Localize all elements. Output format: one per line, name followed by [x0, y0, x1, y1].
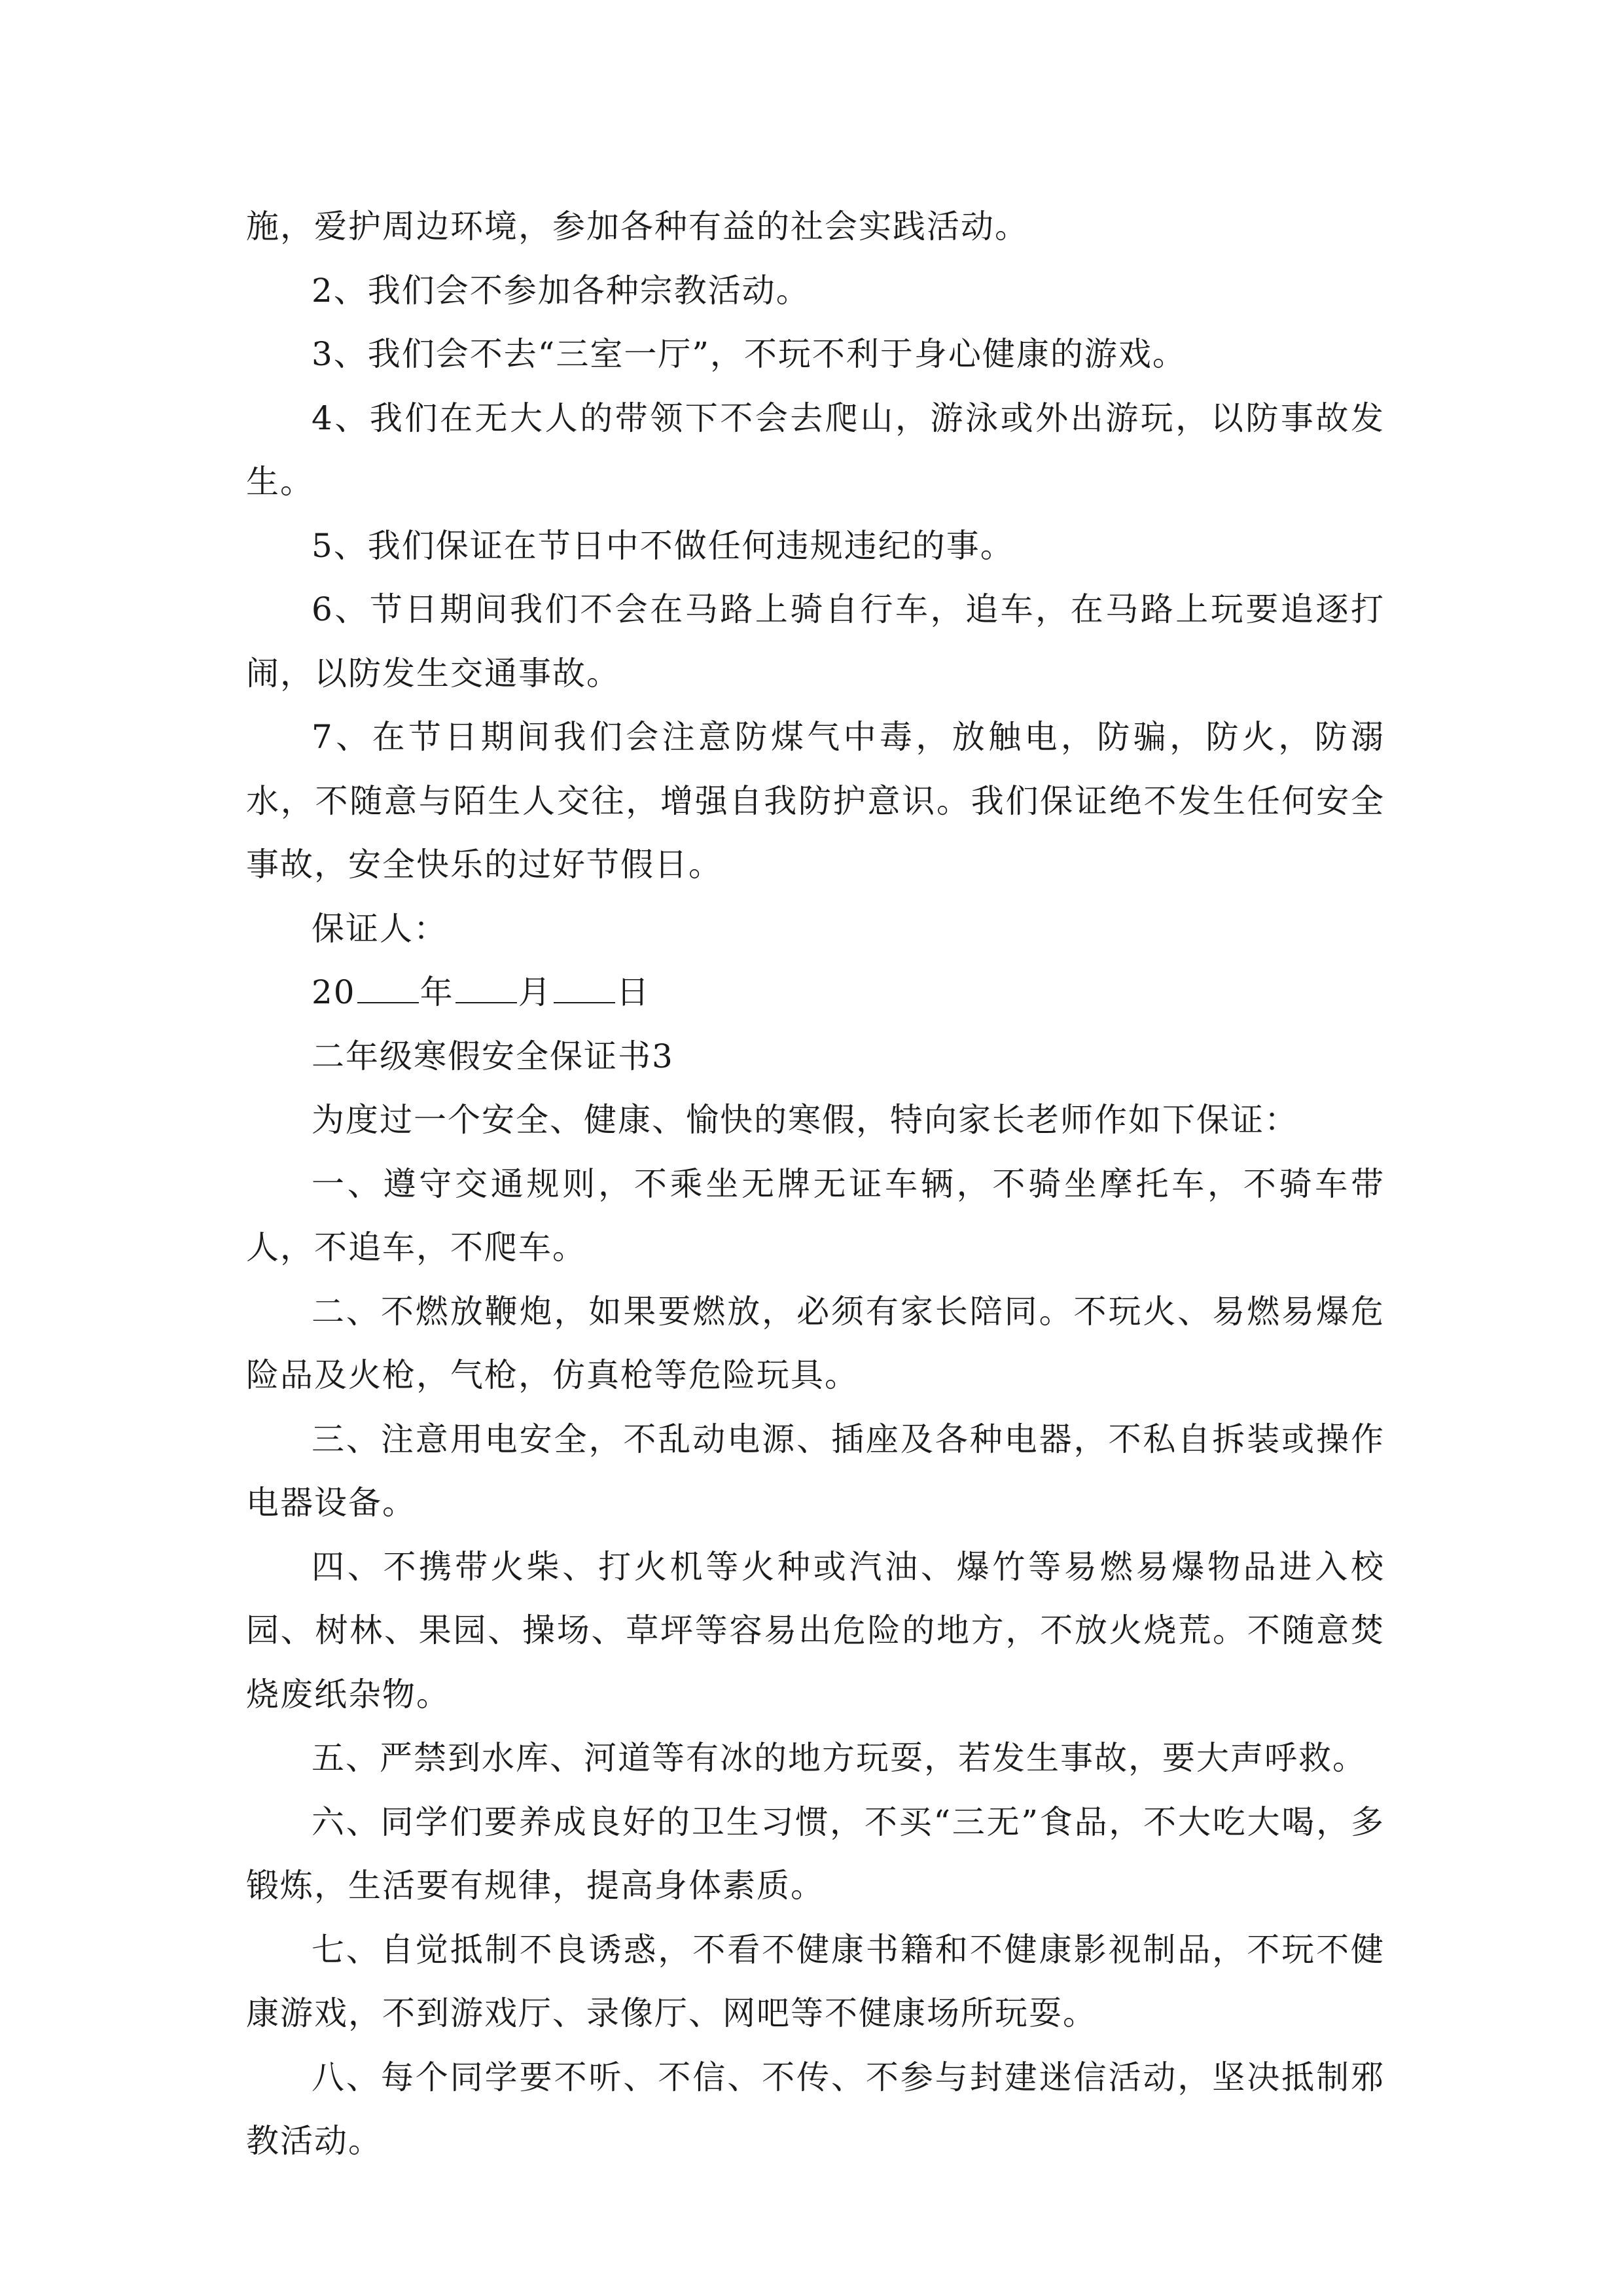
pledge-item-4: 4、我们在无大人的带领下不会去爬山，游泳或外出游玩，以防事故发生。 [246, 399, 1385, 501]
pledge-item-3: 3、我们会不去“三室一厅”，不玩不利于身心健康的游戏。 [312, 335, 1186, 373]
year-label: 年 [419, 973, 454, 1011]
month-blank [455, 976, 517, 1003]
day-blank [554, 976, 615, 1003]
day-label: 日 [616, 973, 651, 1011]
paragraph-continuation: 施，爱护周边环境，参加各种有益的社会实践活动。 [246, 207, 1029, 245]
guarantor-label: 保证人： [312, 909, 448, 948]
safety-item-8: 八、每个同学要不听、不信、不传、不参与封建迷信活动，坚决抵制邪教活动。 [246, 2058, 1385, 2160]
year-blank [357, 976, 419, 1003]
safety-item-3: 三、注意用电安全，不乱动电源、插座及各种电器，不私自拆装或操作电器设备。 [246, 1420, 1385, 1522]
safety-item-5: 五、严禁到水库、河道等有冰的地方玩耍，若发生事故，要大声呼救。 [312, 1739, 1366, 1777]
date-line [246, 961, 1385, 1025]
safety-item-4: 四、不携带火柴、打火机等火种或汽油、爆竹等易燃易爆物品进入校园、树林、果园、操场、草坪等容易出危险的地方，不放火烧荒。不随意焚烧废纸杂物。 [246, 1547, 1385, 1713]
intro-paragraph: 为度过一个安全、健康、愉快的寒假，特向家长老师作如下保证： [312, 1101, 1298, 1139]
month-label: 月 [518, 973, 552, 1011]
pledge-item-7: 7、在节日期间我们会注意防煤气中毒，放触电，防骗，防火，防溺水，不随意与陌生人交往，增强自我防护意识。我们保证绝不发生任何安全事故，安全快乐的过好节假日。 [246, 718, 1385, 884]
safety-item-6: 六、同学们要养成良好的卫生习惯，不买“三无”食品，不大吃大喝，多锻炼，生活要有规律，提高身体素质。 [246, 1803, 1385, 1905]
document-body [246, 195, 1385, 2174]
section-title: 二年级寒假安全保证书3 [312, 1037, 674, 1075]
pledge-item-5: 5、我们保证在节日中不做任何违规违纪的事。 [312, 526, 1014, 565]
pledge-item-6: 6、节日期间我们不会在马路上骑自行车，追车，在马路上玩要追逐打闹，以防发生交通事故。 [246, 590, 1385, 692]
safety-item-7: 七、自觉抵制不良诱惑，不看不健康书籍和不健康影视制品，不玩不健康游戏，不到游戏厅、录像厅、网吧等不健康场所玩耍。 [246, 1930, 1385, 2032]
date-prefix: 20 [312, 973, 356, 1011]
safety-item-2: 二、不燃放鞭炮，如果要燃放，必须有家长陪同。不玩火、易燃易爆危险品及火枪，气枪，仿真枪等危险玩具。 [246, 1292, 1385, 1394]
pledge-item-2: 2、我们会不参加各种宗教活动。 [312, 271, 810, 310]
safety-item-1: 一、遵守交通规则，不乘坐无牌无证车辆，不骑坐摩托车，不骑车带人，不追车，不爬车。 [246, 1164, 1385, 1266]
